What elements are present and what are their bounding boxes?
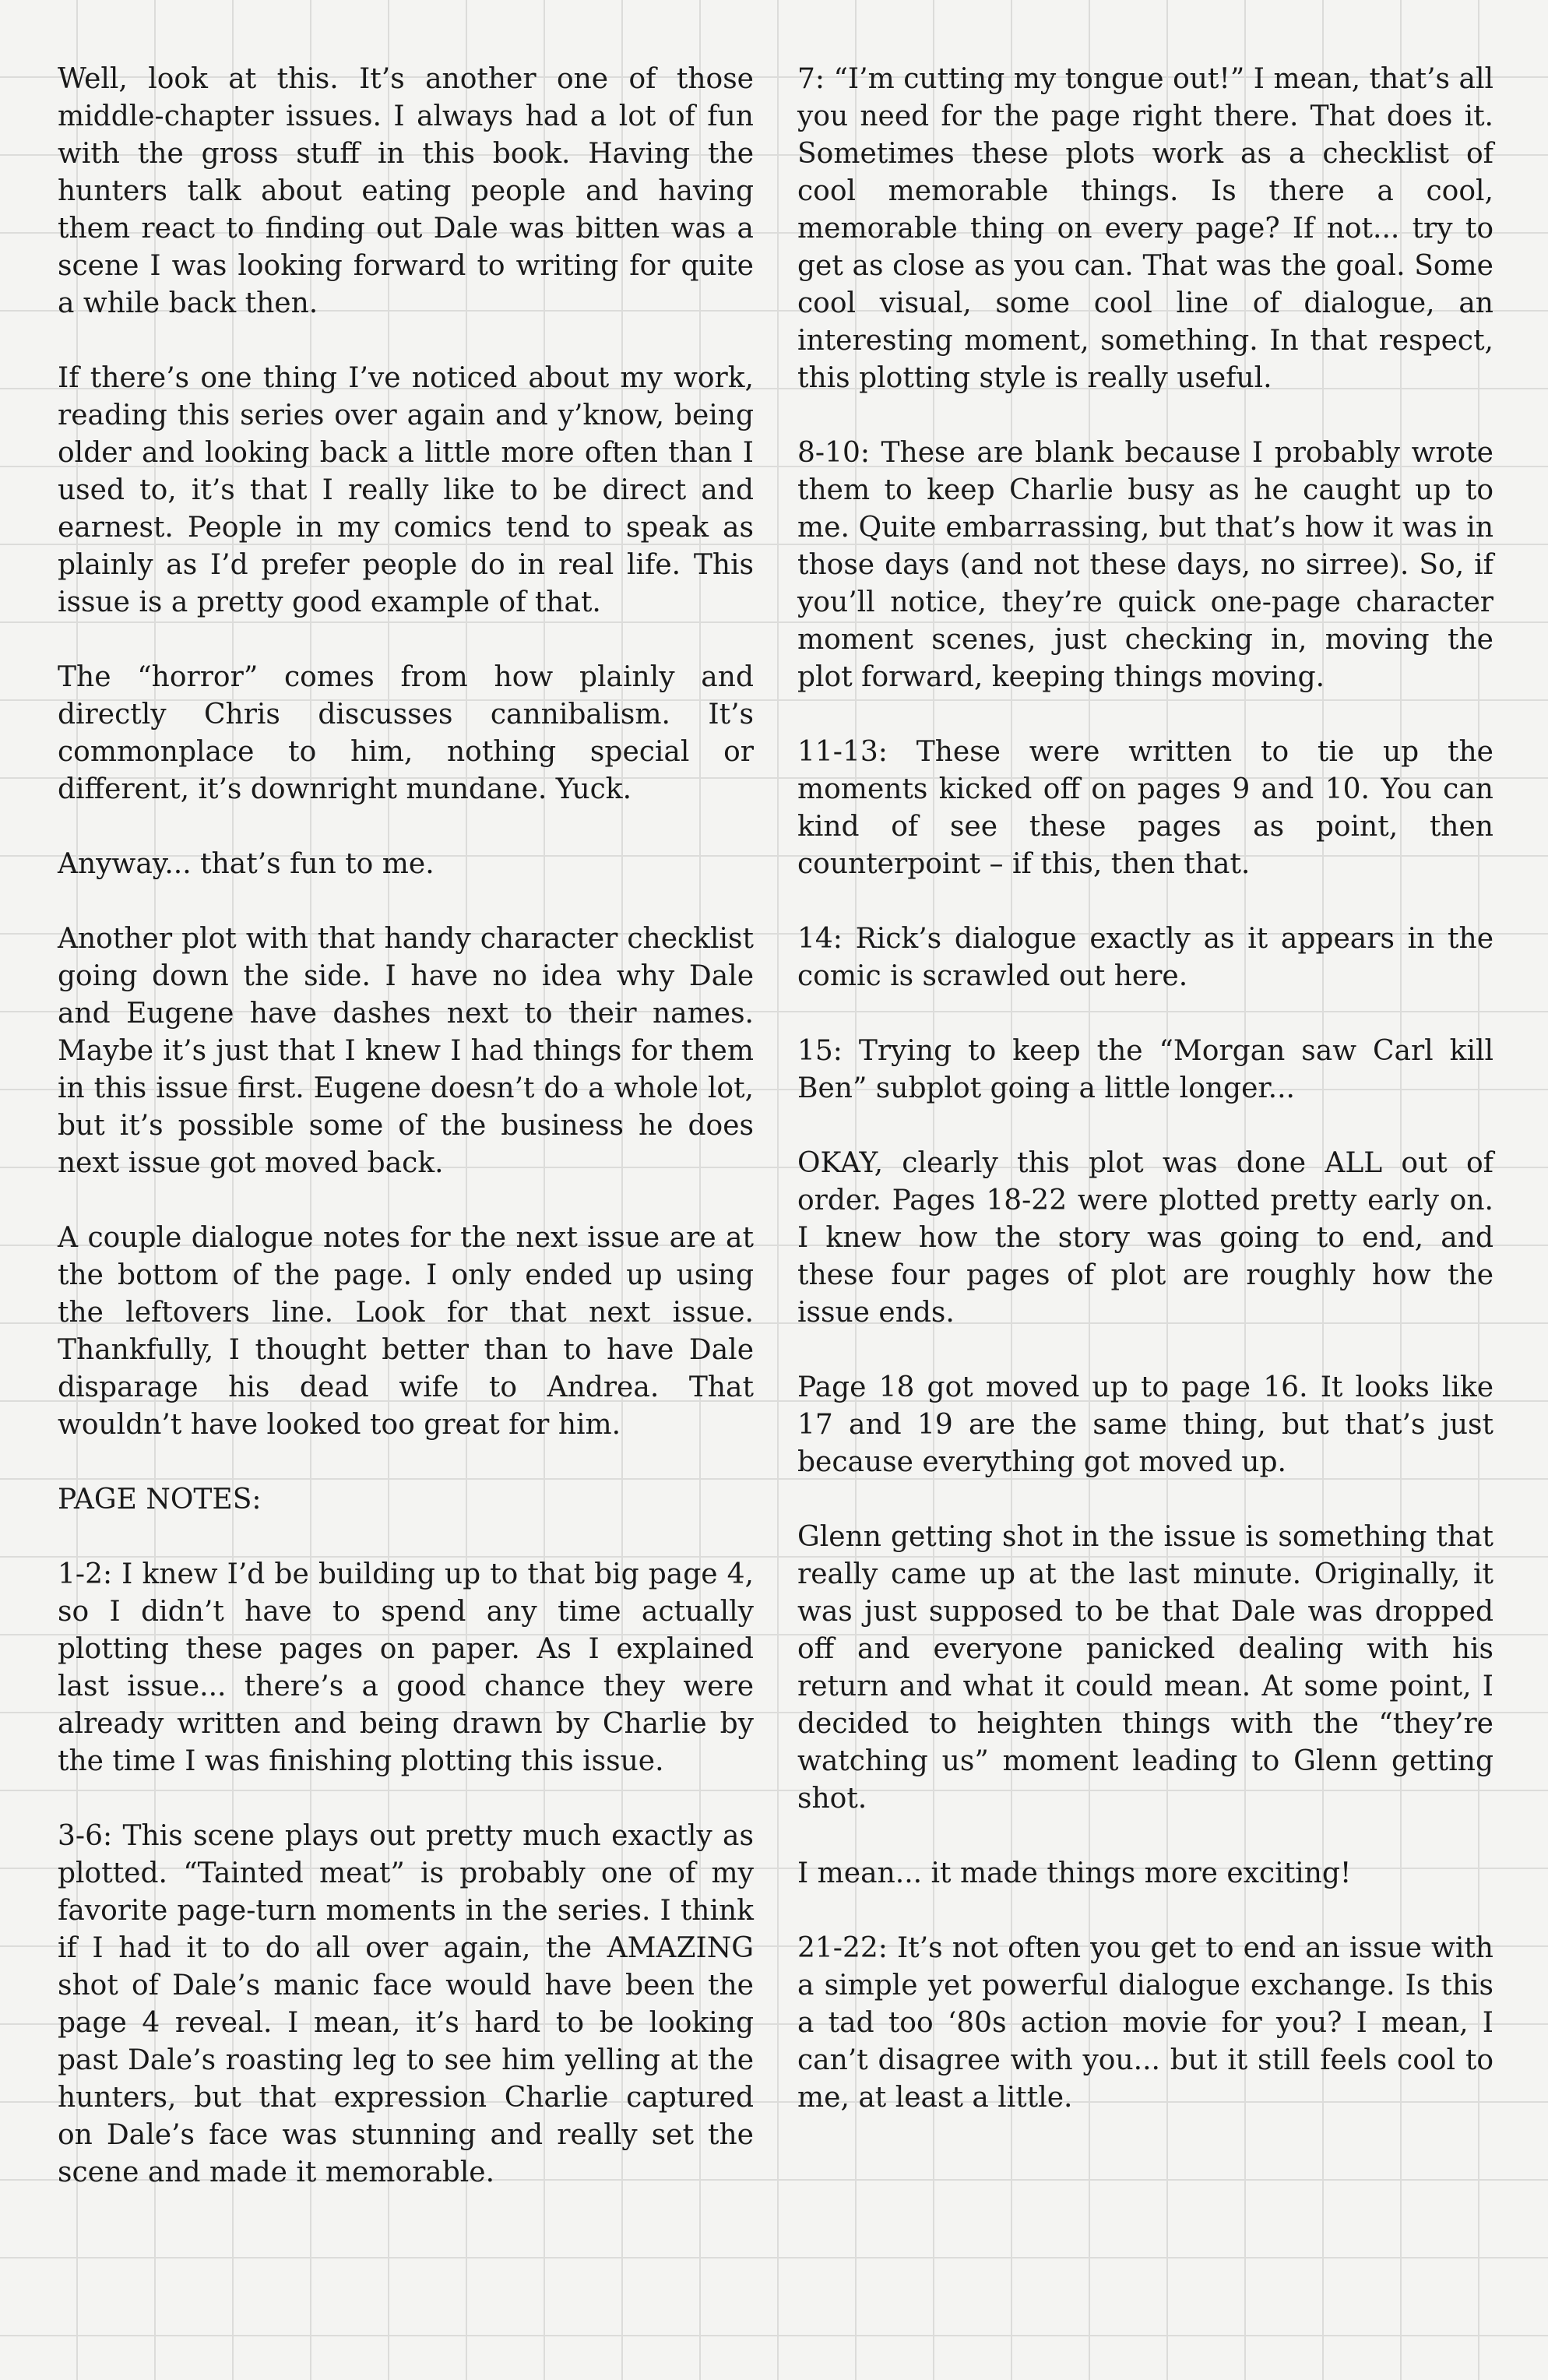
checklist-paragraph: Another plot with that handy character checklist going down the side. I have no idea why Dale and Eugene have dashes next to their names. Maybe it’s just that I knew I had things for them in this issue first. Eugene doesn’t do a whole lot, but it’s possible some of the business he does next issue got moved back. — [58, 923, 754, 1179]
note-pages-21-22: 21-22: It’s not often you get to end an issue with a simple yet powerful dialogue exchange. Is this a tad too ‘80s action movie for you? I mean, I can’t disagree with you... but it still feels cool to me, at least a little. — [797, 1932, 1493, 2114]
horror-paragraph: The “horror” comes from how plainly and directly Chris discusses cannibalism. It’s commonplace to him, nothing special or different, it’s downright mundane. Yuck. — [58, 661, 754, 805]
page-notes-heading: PAGE NOTES: — [58, 1484, 262, 1516]
note-pages-11-13: 11-13: These were written to tie up the moments kicked off on pages 9 and 10. You can kind of see these pages as point, then counterpoint – if this, then that. — [797, 736, 1493, 880]
left-column — [58, 61, 754, 2380]
note-page-15: 15: Trying to keep the “Morgan saw Carl kill Ben” subplot going a little longer... — [797, 1035, 1493, 1104]
note-pages-8-10: 8-10: These are blank because I probably wrote them to keep Charlie busy as he caught up to me. Quite embarrassing, but that’s how it was in those days (and not these days, no sirree). So, if you’ll notice, they’re quick one-page character moment scenes, just checking in, moving the plot forward, keeping things moving. — [797, 437, 1493, 693]
anyway-paragraph: Anyway... that’s fun to me. — [58, 848, 434, 880]
note-pages-1-2: 1-2: I knew I’d be building up to that big page 4, so I didn’t have to spend any time actually plotting these pages on paper. As I explained last issue... there’s a good chance they were already written and being drawn by Charlie by the time I was finishing plotting this issue. — [58, 1558, 754, 1777]
right-column — [797, 61, 1493, 2380]
intro-paragraph: Well, look at this. It’s another one of those middle-chapter issues. I always had a lot of fun with the gross stuff in this book. Having the hunters talk about eating people and having them react to finding out Dale was bitten was a scene I was looking forward to writing for quite a while back then. — [58, 63, 754, 319]
note-pages-3-6: 3-6: This scene plays out pretty much exactly as plotted. “Tainted meat” is probably one of my favorite page-turn moments in the series. I think if I had it to do all over again, the AMAZING shot of Dale’s manic face would have been the page 4 reveal. I mean, it’s hard to be looking past Dale’s roasting leg to see him yelling at the hunters, but that expression Charlie captured on Dale’s face was stunning and really set the scene and made it memorable. — [58, 1820, 754, 2188]
page-18-paragraph: Page 18 got moved up to page 16. It looks like 17 and 19 are the same thing, but that’s just because everything got moved up. — [797, 1371, 1493, 1478]
dialogue-notes-paragraph: A couple dialogue notes for the next issue are at the bottom of the page. I only ended up using the leftovers line. Look for that next issue. Thankfully, I thought better than to have Dale disparage his dead wife to Andrea. That wouldn’t have looked too great for him. — [58, 1222, 754, 1441]
direct-earnest-paragraph: If there’s one thing I’ve noticed about my work, reading this series over again and y’know, being older and looking back a little more often than I used to, it’s that I really like to be direct and earnest. People in my comics tend to speak as plainly as I’d prefer people do in real life. This issue is a pretty good example of that. — [58, 362, 754, 618]
order-paragraph: OKAY, clearly this plot was done ALL out of order. Pages 18-22 were plotted pretty early on. I knew how the story was going to end, and these four pages of plot are roughly how the issue ends. — [797, 1147, 1493, 1329]
glenn-paragraph: Glenn getting shot in the issue is something that really came up at the last minute. Originally, it was just supposed to be that Dale was dropped off and everyone panicked dealing with his return and what it could mean. At some point, I decided to heighten things with the “they’re watching us” moment leading to Glenn getting shot. — [797, 1521, 1493, 1815]
note-page-7: 7: “I’m cutting my tongue out!” I mean, that’s all you need for the page right there. That does it. Sometimes these plots work as a checklist of cool memorable things. Is there a cool, memorable thing on every page? If not... try to get as close as you can. That was the goal. Some cool visual, some cool line of dialogue, an interesting moment, something. In that respect, this plotting style is really useful. — [797, 63, 1493, 394]
note-page-14: 14: Rick’s dialogue exactly as it appears in the comic is scrawled out here. — [797, 923, 1493, 992]
exciting-paragraph: I mean... it made things more exciting! — [797, 1857, 1352, 1889]
